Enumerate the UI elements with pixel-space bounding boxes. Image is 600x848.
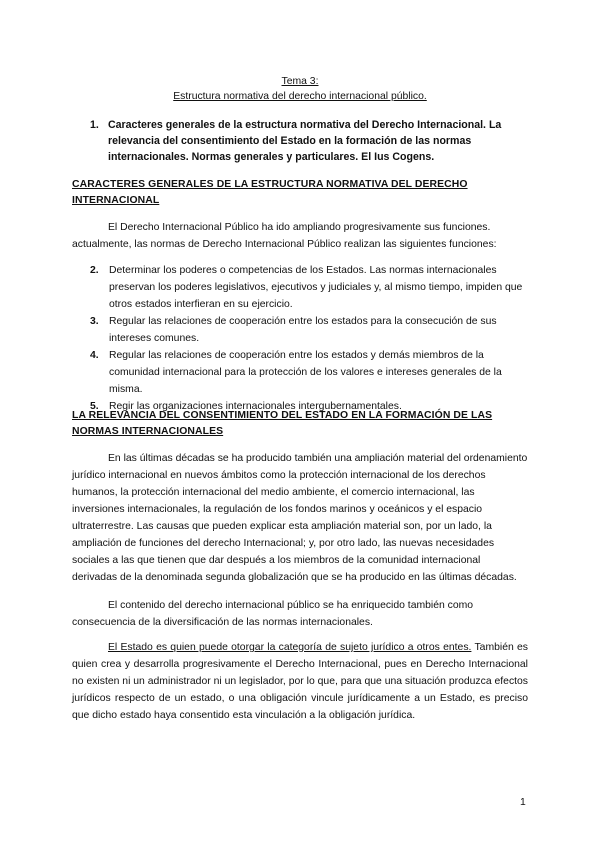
document-header xyxy=(72,74,528,104)
section2-heading: LA RELEVANCIA DEL CONSENTIMIENTO DEL ESTADO EN LA FORMACIÓN DE LAS NORMAS INTERNACIONALES xyxy=(72,410,493,437)
document-title: Estructura normativa del derecho internacional público. xyxy=(173,91,427,102)
section1-paragraph: El Derecho Internacional Público ha ido ampliando progresivamente sus funciones. actualmente, las normas de Derecho Internacional Público realizan las siguientes funciones: xyxy=(72,222,497,250)
intro-text: Caracteres generales de la estructura normativa del Derecho Internacional. La relevancia del consentimiento del Estado en la formación de las normas internacionales. Normas generales y particulares. El Ius Cogens. xyxy=(108,119,502,163)
list-item xyxy=(90,313,530,347)
list-item-number: 3. xyxy=(90,316,99,327)
list-item xyxy=(90,347,530,398)
list-item-text: Regir las organizaciones internacionales intergubernamentales. xyxy=(109,401,402,412)
list-item xyxy=(90,262,530,313)
list-item-text: Regular las relaciones de cooperación entre los estados para la consecución de sus intereses comunes. xyxy=(109,316,497,344)
section2-paragraph-1: En las últimas décadas se ha producido también una ampliación material del ordenamiento jurídico internacional en nuevos ámbitos como la protección internacional de los derechos humanos, la protección internacional del medio ambiente, el comercio internacional, las inversiones internacionales, la regulación de los fondos marinos y oceánicos y el espacio ultraterrestre. Las causas que pueden explicar esta ampliación material son, por un lado, la ampliación de funciones del derecho Internacional; y, por otro lado, las nuevas necesidades sociales a las que tienen que dar después a los miembros de la comunidad internacional derivadas de la denominada segunda globalización que se ha producido en las últimas décadas. xyxy=(72,453,528,583)
intro-item xyxy=(90,117,530,165)
list-item-text: Determinar los poderes o competencias de los Estados. Las normas internacionales preservan los poderes legislativos, ejecutivos y judiciales y, al mismo tiempo, impiden que otros estados interfieran en su ejercicio. xyxy=(109,265,523,310)
underlined-sentence: El Estado es quien puede otorgar la categoría de sujeto jurídico a otros entes. xyxy=(108,642,472,653)
list-item-number: 4. xyxy=(90,350,99,361)
section2-paragraph-3 xyxy=(72,639,528,724)
section1-heading: CARACTERES GENERALES DE LA ESTRUCTURA NORMATIVA DEL DERECHO INTERNACIONAL xyxy=(72,179,468,206)
section2-paragraph-2: El contenido del derecho internacional público se ha enriquecido también como consecuencia de la diversificación de las normas internacionales. xyxy=(72,600,474,628)
functions-list xyxy=(90,262,530,415)
intro-number: 1. xyxy=(90,119,99,131)
list-item-number: 5. xyxy=(90,401,99,412)
list-item-text: Regular las relaciones de cooperación entre los estados y demás miembros de la comunidad internacional para la protección de los valores e intereses generales de la misma. xyxy=(109,350,502,395)
list-item-number: 2. xyxy=(90,265,99,276)
paragraph-rest: También es quien crea y desarrolla progresivamente el Derecho Internacional, pues en Derecho Internacional no existen ni un administrador ni un legislador, por lo que, para que una situación produzca efectos jurídicos respecto de un estado, o una obligación vincule jurídicamente a un Estado, es preciso que dicho estado haya consentido esta vinculación a la obligación jurídica. xyxy=(72,642,528,721)
page-number: 1 xyxy=(520,797,526,808)
tema-label: Tema 3: xyxy=(281,76,319,87)
